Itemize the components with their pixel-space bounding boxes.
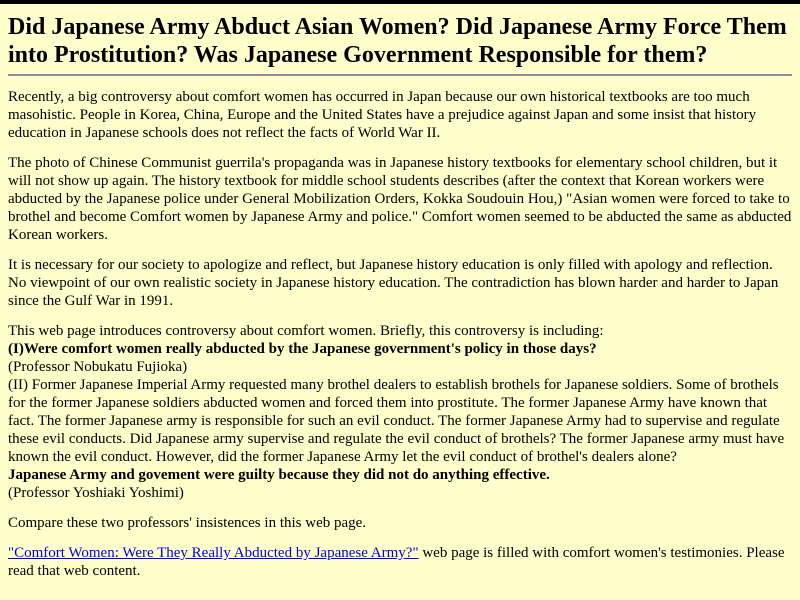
point1-bold-text: (I)Were comfort women really abducted by the Japanese government's policy in those days?: [8, 341, 597, 358]
divider: [8, 74, 792, 76]
point2-text: (II) Former Japanese Imperial Army requested many brothel dealers to establish brothels for Japanese soldiers. Some of brothels for the former Japanese soldiers abducted women and forced them into prostitute. The former Japanese Army have known that fact. The former Japanese army is responsible for such an evil conduct. The former Japanese Army had to supervise and regulate these evil conducts. Did Japanese army supervise and regulate the evil conduct of brothels? The former Japanese army must have known the evil conduct. However, did the former Japanese Army let the evil conduct of brothel's dealers alone?: [8, 377, 785, 466]
paragraph-textbook-text: The photo of Chinese Communist guerrila's propaganda was in Japanese history textbooks for elementary school children, but it will not show up again. The history textbook for middle school students describes (after the context that Korean workers were abducted by the Japanese police under General Mobilization Orders, Kokka Soudouin Hou,) "Asian women were forced to take to brothel and become Comfort women by Japanese Army and police." Comfort women seemed to be abducted the same as abducted Korean workers.: [8, 155, 792, 244]
paragraph-apology: [8, 256, 792, 310]
link-suffix-text: web page is filled with comfort women's testimonies. Please read that web content.: [8, 545, 785, 580]
paragraph-controversy: [8, 322, 792, 502]
compare-text: Compare these two professors' insistences in this web page.: [8, 515, 367, 532]
paragraph-textbook: [8, 154, 792, 244]
paragraph-link: [8, 544, 792, 580]
paragraph-intro-text: Recently, a big controversy about comfort women has occurred in Japan because our own historical textbooks are too much masohistic. People in Korea, China, Europe and the United States have a prejudice against Japan and some insist that history education in Japanese schools does not reflect the facts of World War II.: [8, 89, 757, 142]
page-title: Did Japanese Army Abduct Asian Women? Did Japanese Army Force Them into Prostitution? Was Japanese Government Responsible for them?: [8, 14, 787, 68]
page-body: [0, 4, 800, 580]
paragraph-intro: [8, 88, 792, 142]
point2-professor-text: (Professor Yoshiaki Yoshimi): [8, 485, 184, 502]
controversy-intro-text: This web page introduces controversy about comfort women. Briefly, this controversy is including:: [8, 323, 604, 340]
comfort-women-testimonies-link[interactable]: "Comfort Women: Were They Really Abducted by Japanese Army?": [8, 545, 419, 562]
paragraph-compare: [8, 514, 792, 532]
paragraph-apology-text: It is necessary for our society to apologize and reflect, but Japanese history education is only filled with apology and reflection. No viewpoint of our own realistic society in Japanese history education. The contradiction has blown harder and harder to Japan since the Gulf War in 1991.: [8, 257, 779, 310]
point1-professor-text: (Professor Nobukatu Fujioka): [8, 359, 188, 376]
point2-bold-text: Japanese Army and govement were guilty because they did not do anything effective.: [8, 467, 550, 484]
